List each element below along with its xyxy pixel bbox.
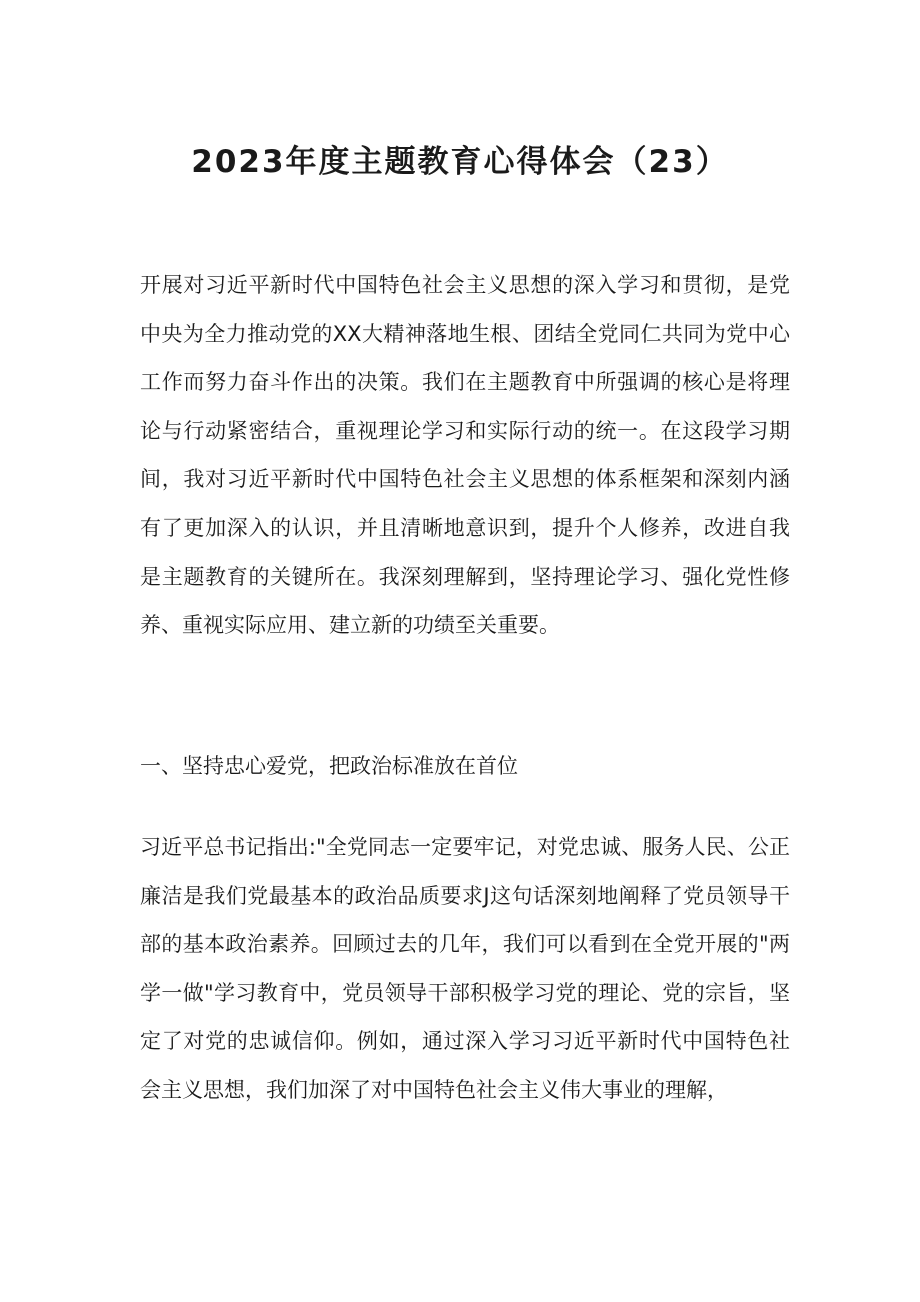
page-title: 2023年度主题教育心得体会（23）	[191, 144, 729, 180]
body-paragraph: 习近平总书记指出:"全党同志一定要牢记，对党忠诚、服务人民、公正廉洁是我们党最基本的政治品质要求J这句话深刻地阐释了党员领导干部的基本政治素养。回顾过去的几年，我们可以看到在全党开展的"两学一做"学习教育中，党员领导干部积极学习党的理论、党的宗旨，坚定了对党的忠诚信仰。例如，通过深入学习习近平新时代中国特色社会主义思想，我们加深了对中国特色社会主义伟大事业的理解，	[140, 835, 790, 1102]
intro-paragraph: 开展对习近平新时代中国特色社会主义思想的深入学习和贯彻，是党中央为全力推动党的XX大精神落地生根、团结全党同仁共同为党中心工作而努力奋斗作出的决策。我们在主题教育中所强调的核心是将理论与行动紧密结合，重视理论学习和实际行动的统一。在这段学习期间，我对习近平新时代中国特色社会主义思想的体系框架和深刻内涵有了更加深入的认识，并且清晰地意识到，提升个人修养，改进自我是主题教育的关键所在。我深刻理解到，坚持理论学习、强化党性修养、重视实际应用、建立新的功绩至关重要。	[140, 273, 790, 638]
section-heading: 一、坚持忠心爱党，把政治标准放在首位	[140, 754, 518, 778]
